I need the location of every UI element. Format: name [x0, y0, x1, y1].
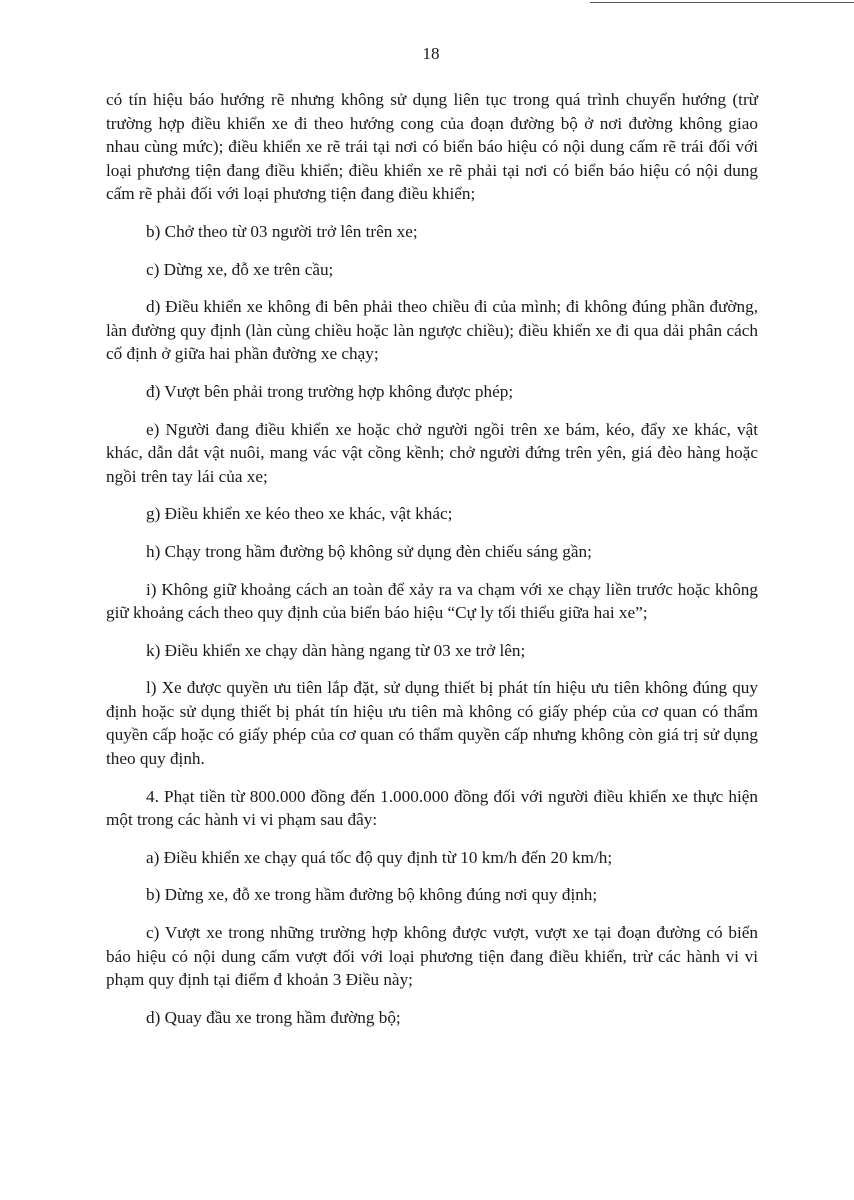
paragraph-item-d-2: d) Quay đầu xe trong hầm đường bộ; — [146, 1007, 401, 1027]
paragraph-continuation: có tín hiệu báo hướng rẽ nhưng không sử dụng liên tục trong quá trình chuyển hướng (trừ trường hợp điều khiển xe đi theo hướng cong của đoạn đường bộ ở nơi đường không giao nhau cùng mức); điều khiển xe rẽ trái tại nơi có biển báo hiệu có nội dung cấm rẽ trái đối với loại phương tiện đang điều khiển; điều khiển xe rẽ phải tại nơi có biển báo hiệu có nội dung cấm rẽ phải đối với loại phương tiện đang điều khiển; — [106, 90, 758, 204]
paragraph-item-l: l) Xe được quyền ưu tiên lắp đặt, sử dụng thiết bị phát tín hiệu ưu tiên không đúng quy định hoặc sử dụng thiết bị phát tín hiệu ưu tiên mà không có giấy phép của cơ quan có thẩm quyền cấp hoặc có giấy phép của cơ quan có thẩm quyền cấp nhưng không còn giá trị sử dụng theo quy định. — [106, 678, 758, 769]
document-body — [106, 88, 758, 1043]
page-number: 18 — [422, 44, 440, 63]
paragraph-item-c: c) Dừng xe, đỗ xe trên cầu; — [146, 259, 334, 279]
top-rule — [590, 2, 854, 3]
paragraph-item-e: e) Người đang điều khiển xe hoặc chở người ngồi trên xe bám, kéo, đẩy xe khác, vật khác, dẫn dắt vật nuôi, mang vác vật cồng kềnh; chở người đứng trên yên, giá đèo hàng hoặc ngồi trên tay lái của xe; — [106, 419, 758, 486]
paragraph-item-g: g) Điều khiển xe kéo theo xe khác, vật khác; — [146, 504, 453, 524]
paragraph-clause-4: 4. Phạt tiền từ 800.000 đồng đến 1.000.000 đồng đối với người điều khiển xe thực hiện một trong các hành vi vi phạm sau đây: — [106, 786, 758, 830]
paragraph-item-b-2: b) Dừng xe, đỗ xe trong hầm đường bộ không đúng nơi quy định; — [146, 885, 598, 905]
paragraph-item-c-2: c) Vượt xe trong những trường hợp không được vượt, vượt xe tại đoạn đường có biển báo hiệu có nội dung cấm vượt đối với loại phương tiện đang điều khiển, trừ các hành vi vi phạm quy định tại điểm đ khoản 3 Điều này; — [106, 923, 758, 990]
paragraph-item-dd: đ) Vượt bên phải trong trường hợp không được phép; — [146, 381, 514, 401]
paragraph-item-d: d) Điều khiển xe không đi bên phải theo chiều đi của mình; đi không đúng phần đường, làn đường quy định (làn cùng chiều hoặc làn ngược chiều); điều khiển xe đi qua dải phân cách cố định ở giữa hai phần đường xe chạy; — [106, 297, 758, 364]
paragraph-item-i: i) Không giữ khoảng cách an toàn để xảy ra va chạm với xe chạy liền trước hoặc không giữ khoảng cách theo quy định của biển báo hiệu “Cự ly tối thiểu giữa hai xe”; — [106, 579, 758, 623]
paragraph-item-b: b) Chở theo từ 03 người trở lên trên xe; — [146, 221, 418, 241]
paragraph-item-a: a) Điều khiển xe chạy quá tốc độ quy định từ 10 km/h đến 20 km/h; — [146, 847, 613, 867]
paragraph-item-h: h) Chạy trong hầm đường bộ không sử dụng đèn chiếu sáng gần; — [146, 541, 592, 561]
paragraph-item-k: k) Điều khiển xe chạy dàn hàng ngang từ 03 xe trở lên; — [146, 640, 526, 660]
